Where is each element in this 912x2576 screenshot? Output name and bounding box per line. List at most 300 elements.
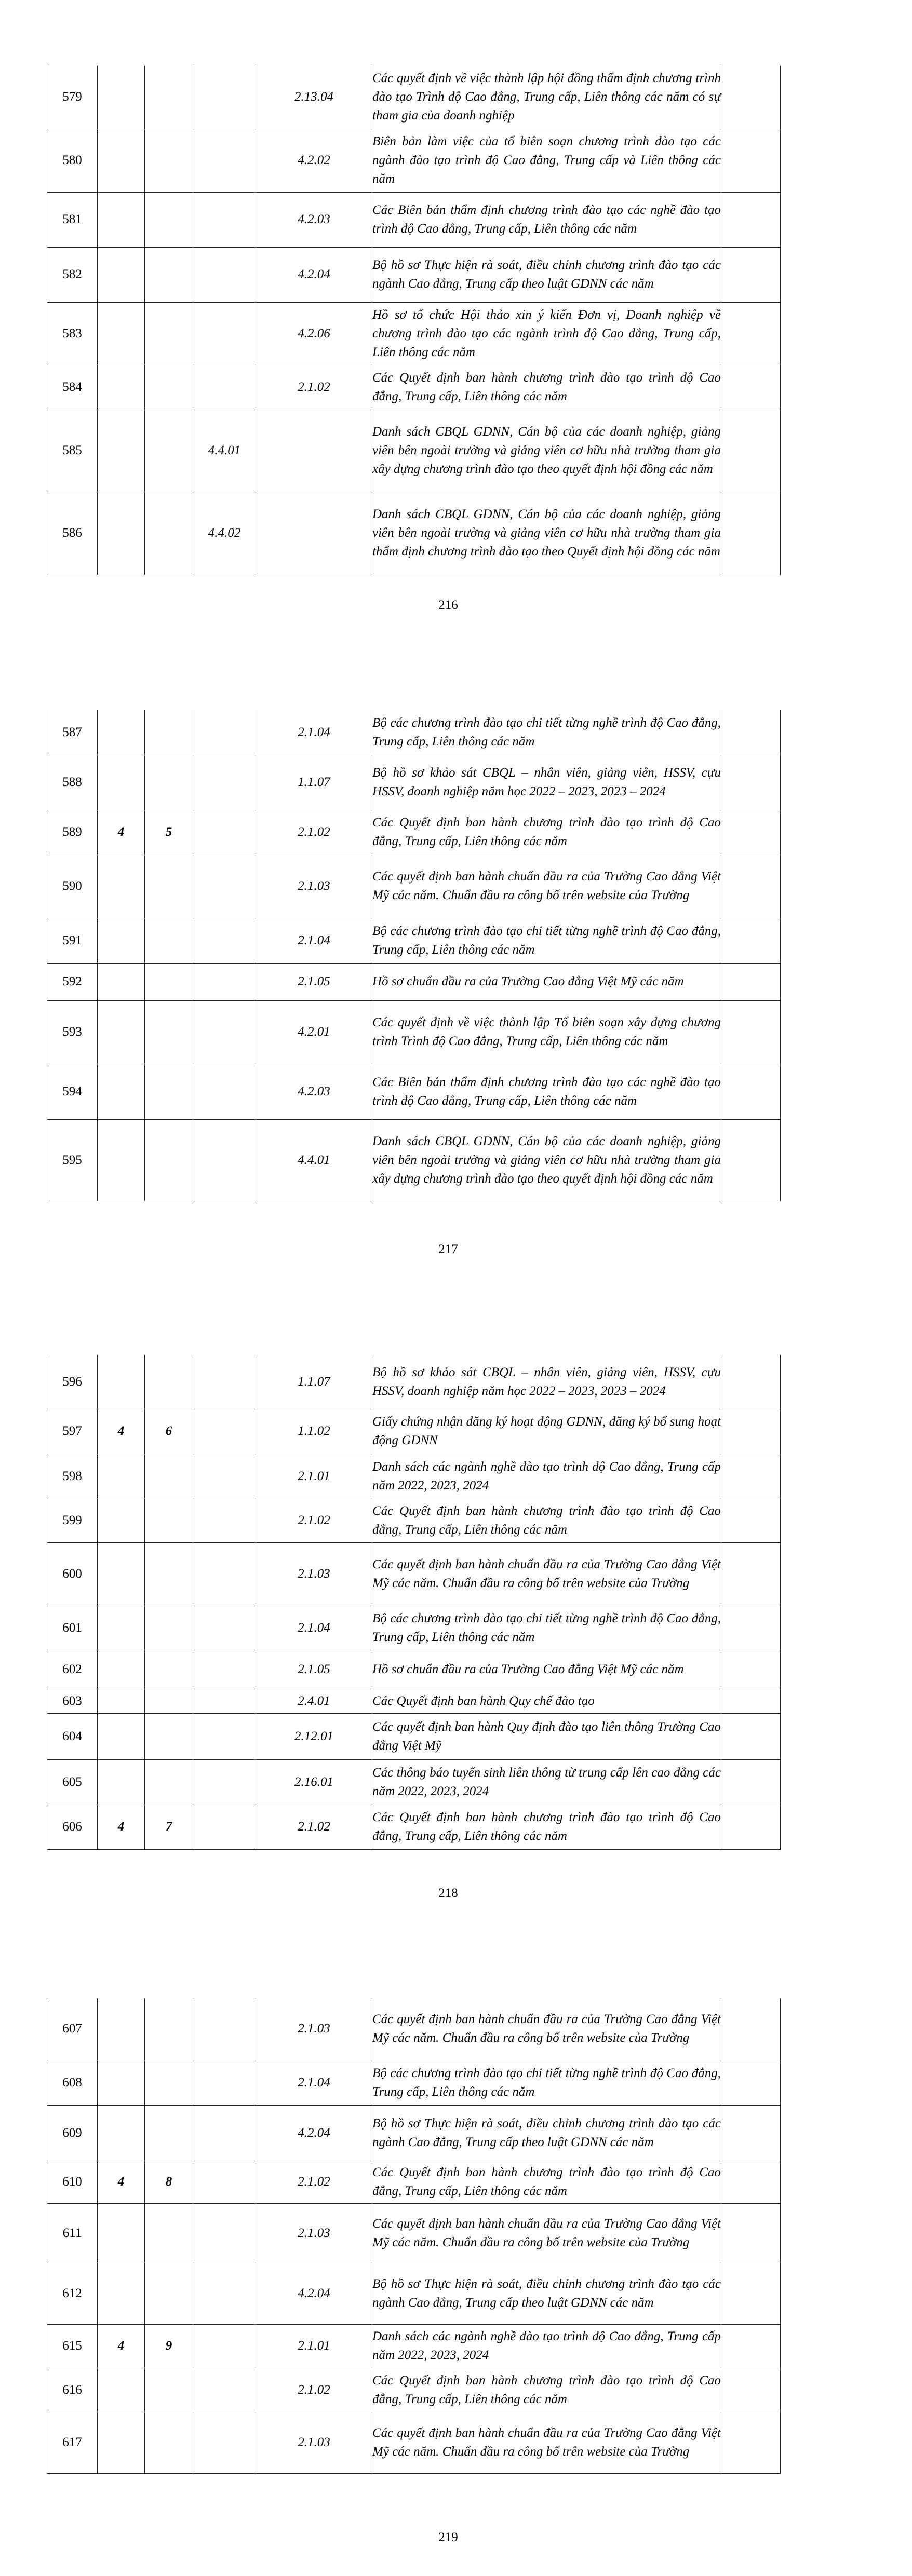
row-number-cell: 605 [47, 1759, 98, 1805]
evidence-description-cell: Danh sách các ngành nghề đào tạo trình độ Cao đẳng, Trung cấp năm 2022, 2023, 2024 [372, 2324, 721, 2368]
evidence-table [47, 1355, 781, 1850]
table-row [47, 192, 781, 247]
sub-code-cell [193, 1606, 256, 1650]
standard-cell [145, 755, 193, 810]
table-row [47, 2105, 781, 2161]
table-row [47, 1454, 781, 1499]
sub-code-cell [193, 1689, 256, 1713]
row-number-cell: 616 [47, 2368, 98, 2412]
table-row [47, 710, 781, 755]
table-row [47, 2161, 781, 2203]
criterion-cell [98, 1650, 145, 1689]
row-number-cell: 615 [47, 2324, 98, 2368]
table-row [47, 1542, 781, 1606]
criterion-cell: 4 [98, 2324, 145, 2368]
evidence-description-cell: Các Quyết định ban hành chương trình đào tạo trình độ Cao đẳng, Trung cấp, Liên thông các năm [372, 1805, 721, 1849]
evidence-code-cell: 4.2.04 [256, 247, 372, 302]
row-number-cell: 597 [47, 1409, 98, 1454]
note-cell [721, 1650, 781, 1689]
evidence-description-cell: Các Quyết định ban hành chương trình đào tạo trình độ Cao đẳng, Trung cấp, Liên thông các năm [372, 1499, 721, 1542]
note-cell [721, 1759, 781, 1805]
sub-code-cell [193, 2368, 256, 2412]
evidence-description-cell: Các Biên bản thẩm định chương trình đào tạo các nghề đào tạo trình độ Cao đẳng, Trung cấp, Liên thông các năm [372, 192, 721, 247]
evidence-description-cell: Các quyết định về việc thành lập hội đồng thẩm định chương trình đào tạo Trình độ Cao đẳng, Trung cấp, Liên thông các năm có sự tham gia của doanh nghiệp [372, 66, 721, 129]
sub-code-cell [193, 1119, 256, 1201]
evidence-description-cell: Các Quyết định ban hành chương trình đào tạo trình độ Cao đẳng, Trung cấp, Liên thông các năm [372, 2161, 721, 2203]
evidence-description-cell: Danh sách CBQL GDNN, Cán bộ của các doanh nghiệp, giảng viên bên ngoài trường và giảng viên cơ hữu nhà trường tham gia thẩm định chương trình đào tạo theo Quyết định hội đồng các năm [372, 492, 721, 575]
evidence-description-cell: Danh sách các ngành nghề đào tạo trình độ Cao đẳng, Trung cấp năm 2022, 2023, 2024 [372, 1454, 721, 1499]
standard-cell [145, 410, 193, 492]
sub-code-cell [193, 2412, 256, 2473]
criterion-cell [98, 1542, 145, 1606]
evidence-code-cell: 4.2.01 [256, 1000, 372, 1064]
evidence-code-cell: 2.12.01 [256, 1713, 372, 1759]
evidence-code-cell: 2.1.04 [256, 2060, 372, 2105]
standard-cell [145, 2263, 193, 2324]
evidence-code-cell: 2.1.02 [256, 2161, 372, 2203]
table-row [47, 1713, 781, 1759]
table-row [47, 1759, 781, 1805]
criterion-cell [98, 1689, 145, 1713]
criterion-cell [98, 1454, 145, 1499]
standard-cell: 6 [145, 1409, 193, 1454]
evidence-code-cell: 2.1.04 [256, 710, 372, 755]
note-cell [721, 755, 781, 810]
row-number-cell: 603 [47, 1689, 98, 1713]
sub-code-cell [193, 755, 256, 810]
sub-code-cell [193, 1499, 256, 1542]
page-number: 219 [438, 2530, 458, 2544]
criterion-cell [98, 2060, 145, 2105]
note-cell [721, 810, 781, 855]
criterion-cell [98, 2105, 145, 2161]
criterion-cell [98, 1000, 145, 1064]
sub-code-cell [193, 2324, 256, 2368]
evidence-description-cell: Danh sách CBQL GDNN, Cán bộ của các doanh nghiệp, giảng viên bên ngoài trường và giảng viên cơ hữu nhà trường tham gia xây dựng chương trình đào tạo theo quyết định hội đồng các năm [372, 1119, 721, 1201]
criterion-cell [98, 192, 145, 247]
criterion-cell [98, 1119, 145, 1201]
table-row [47, 247, 781, 302]
criterion-cell [98, 2263, 145, 2324]
standard-cell [145, 1119, 193, 1201]
row-number-cell: 604 [47, 1713, 98, 1759]
table-row [47, 2368, 781, 2412]
evidence-code-cell: 2.1.03 [256, 2412, 372, 2473]
criterion-cell [98, 1064, 145, 1119]
standard-cell [145, 1542, 193, 1606]
evidence-code-cell: 1.1.07 [256, 755, 372, 810]
criterion-cell: 4 [98, 1805, 145, 1849]
criterion-cell [98, 963, 145, 1000]
note-cell [721, 129, 781, 192]
evidence-description-cell: Các quyết định ban hành chuẩn đầu ra của Trường Cao đẳng Việt Mỹ các năm. Chuẩn đầu ra công bố trên website của Trường [372, 1542, 721, 1606]
criterion-cell [98, 2203, 145, 2263]
note-cell [721, 410, 781, 492]
standard-cell [145, 302, 193, 365]
sub-code-cell [193, 918, 256, 963]
criterion-cell [98, 492, 145, 575]
table-row [47, 1650, 781, 1689]
evidence-code-cell: 2.1.03 [256, 2203, 372, 2263]
evidence-description-cell: Bộ hồ sơ Thực hiện rà soát, điều chỉnh chương trình đào tạo các ngành Cao đẳng, Trung cấp theo luật GDNN các năm [372, 2263, 721, 2324]
standard-cell [145, 1454, 193, 1499]
evidence-code-cell: 1.1.02 [256, 1409, 372, 1454]
note-cell [721, 2105, 781, 2161]
note-cell [721, 492, 781, 575]
evidence-description-cell: Danh sách CBQL GDNN, Cán bộ của các doanh nghiệp, giảng viên bên ngoài trường và giảng viên cơ hữu nhà trường tham gia xây dựng chương trình đào tạo theo quyết định hội đồng các năm [372, 410, 721, 492]
sub-code-cell [193, 2105, 256, 2161]
standard-cell [145, 2060, 193, 2105]
evidence-code-cell: 2.1.02 [256, 1499, 372, 1542]
sub-code-cell: 4.4.01 [193, 410, 256, 492]
row-number-cell: 594 [47, 1064, 98, 1119]
table-row [47, 2203, 781, 2263]
criterion-cell [98, 1355, 145, 1409]
evidence-code-cell: 2.1.04 [256, 918, 372, 963]
row-number-cell: 602 [47, 1650, 98, 1689]
sub-code-cell [193, 810, 256, 855]
sub-code-cell [193, 1409, 256, 1454]
criterion-cell [98, 302, 145, 365]
criterion-cell [98, 855, 145, 918]
sub-code-cell [193, 1542, 256, 1606]
evidence-code-cell: 4.2.02 [256, 129, 372, 192]
note-cell [721, 1355, 781, 1409]
sub-code-cell [193, 2263, 256, 2324]
page-number: 218 [438, 1886, 458, 1900]
table-row [47, 855, 781, 918]
note-cell [721, 1713, 781, 1759]
note-cell [721, 365, 781, 410]
evidence-description-cell: Các quyết định ban hành chuẩn đầu ra của Trường Cao đẳng Việt Mỹ các năm. Chuẩn đầu ra công bố trên website của Trường [372, 2412, 721, 2473]
note-cell [721, 2203, 781, 2263]
table-row [47, 2060, 781, 2105]
row-number-cell: 612 [47, 2263, 98, 2324]
evidence-description-cell: Bộ hồ sơ khảo sát CBQL – nhân viên, giảng viên, HSSV, cựu HSSV, doanh nghiệp năm học 2022 – 2023, 2023 – 2024 [372, 1355, 721, 1409]
evidence-description-cell: Các Biên bản thẩm định chương trình đào tạo các nghề đào tạo trình độ Cao đẳng, Trung cấp, Liên thông các năm [372, 1064, 721, 1119]
standard-cell [145, 1689, 193, 1713]
evidence-description-cell: Các Quyết định ban hành Quy chế đào tạo [372, 1689, 721, 1713]
note-cell [721, 2161, 781, 2203]
evidence-code-cell: 2.1.03 [256, 1542, 372, 1606]
evidence-code-cell: 2.1.05 [256, 963, 372, 1000]
evidence-code-cell: 2.1.03 [256, 855, 372, 918]
table-row [47, 810, 781, 855]
standard-cell [145, 492, 193, 575]
sub-code-cell [193, 855, 256, 918]
sub-code-cell [193, 710, 256, 755]
table-row [47, 129, 781, 192]
evidence-code-cell: 2.1.04 [256, 1606, 372, 1650]
evidence-code-cell: 1.1.07 [256, 1355, 372, 1409]
standard-cell [145, 1650, 193, 1689]
note-cell [721, 855, 781, 918]
standard-cell [145, 1064, 193, 1119]
evidence-code-cell: 4.2.03 [256, 192, 372, 247]
sub-code-cell [193, 192, 256, 247]
note-cell [721, 1998, 781, 2060]
note-cell [721, 710, 781, 755]
row-number-cell: 601 [47, 1606, 98, 1650]
criterion-cell [98, 365, 145, 410]
standard-cell [145, 710, 193, 755]
standard-cell [145, 1759, 193, 1805]
note-cell [721, 2412, 781, 2473]
evidence-description-cell: Bộ các chương trình đào tạo chi tiết từng nghề trình độ Cao đẳng, Trung cấp, Liên thông các năm [372, 918, 721, 963]
evidence-description-cell: Các quyết định ban hành chuẩn đầu ra của Trường Cao đẳng Việt Mỹ các năm. Chuẩn đầu ra công bố trên website của Trường [372, 1998, 721, 2060]
note-cell [721, 1000, 781, 1064]
standard-cell [145, 365, 193, 410]
table-row [47, 755, 781, 810]
row-number-cell: 586 [47, 492, 98, 575]
evidence-code-cell: 2.16.01 [256, 1759, 372, 1805]
sub-code-cell [193, 2060, 256, 2105]
note-cell [721, 192, 781, 247]
note-cell [721, 2324, 781, 2368]
criterion-cell [98, 1998, 145, 2060]
sub-code-cell [193, 1454, 256, 1499]
row-number-cell: 579 [47, 66, 98, 129]
standard-cell [145, 1000, 193, 1064]
row-number-cell: 609 [47, 2105, 98, 2161]
standard-cell [145, 1713, 193, 1759]
sub-code-cell [193, 302, 256, 365]
evidence-code-cell: 4.2.03 [256, 1064, 372, 1119]
note-cell [721, 1805, 781, 1849]
standard-cell: 7 [145, 1805, 193, 1849]
note-cell [721, 2060, 781, 2105]
table-row [47, 2324, 781, 2368]
table-row [47, 963, 781, 1000]
criterion-cell [98, 129, 145, 192]
criterion-cell: 4 [98, 1409, 145, 1454]
table-row [47, 1355, 781, 1409]
standard-cell [145, 1499, 193, 1542]
table-row [47, 1119, 781, 1201]
sub-code-cell [193, 365, 256, 410]
evidence-code-cell: 2.4.01 [256, 1689, 372, 1713]
note-cell [721, 66, 781, 129]
evidence-description-cell: Hồ sơ chuẩn đầu ra của Trường Cao đẳng Việt Mỹ các năm [372, 1650, 721, 1689]
sub-code-cell [193, 1759, 256, 1805]
evidence-code-cell: 4.4.01 [256, 1119, 372, 1201]
row-number-cell: 606 [47, 1805, 98, 1849]
sub-code-cell [193, 1998, 256, 2060]
note-cell [721, 1454, 781, 1499]
evidence-code-cell: 2.1.01 [256, 2324, 372, 2368]
standard-cell [145, 1998, 193, 2060]
row-number-cell: 608 [47, 2060, 98, 2105]
table-row [47, 1805, 781, 1849]
evidence-description-cell: Bộ hồ sơ Thực hiện rà soát, điều chỉnh chương trình đào tạo các ngành Cao đẳng, Trung cấp theo luật GDNN các năm [372, 247, 721, 302]
evidence-code-cell: 2.1.02 [256, 2368, 372, 2412]
sub-code-cell [193, 1064, 256, 1119]
evidence-table [47, 66, 781, 575]
criterion-cell [98, 1606, 145, 1650]
note-cell [721, 1606, 781, 1650]
evidence-code-cell: 2.1.02 [256, 365, 372, 410]
table-row [47, 302, 781, 365]
table-row [47, 1606, 781, 1650]
standard-cell [145, 2105, 193, 2161]
row-number-cell: 595 [47, 1119, 98, 1201]
note-cell [721, 2368, 781, 2412]
sub-code-cell [193, 1805, 256, 1849]
evidence-description-cell: Bộ các chương trình đào tạo chi tiết từng nghề trình độ Cao đẳng, Trung cấp, Liên thông các năm [372, 710, 721, 755]
criterion-cell [98, 1759, 145, 1805]
row-number-cell: 580 [47, 129, 98, 192]
evidence-code-cell: 2.1.05 [256, 1650, 372, 1689]
row-number-cell: 617 [47, 2412, 98, 2473]
criterion-cell [98, 247, 145, 302]
note-cell [721, 1409, 781, 1454]
evidence-description-cell: Các quyết định ban hành chuẩn đầu ra của Trường Cao đẳng Việt Mỹ các năm. Chuẩn đầu ra công bố trên website của Trường [372, 2203, 721, 2263]
row-number-cell: 590 [47, 855, 98, 918]
standard-cell [145, 192, 193, 247]
standard-cell [145, 1606, 193, 1650]
row-number-cell: 610 [47, 2161, 98, 2203]
table-row [47, 1000, 781, 1064]
criterion-cell [98, 1713, 145, 1759]
table-row [47, 66, 781, 129]
standard-cell [145, 918, 193, 963]
row-number-cell: 593 [47, 1000, 98, 1064]
evidence-description-cell: Các Quyết định ban hành chương trình đào tạo trình độ Cao đẳng, Trung cấp, Liên thông các năm [372, 365, 721, 410]
sub-code-cell [193, 1355, 256, 1409]
standard-cell [145, 2368, 193, 2412]
standard-cell [145, 66, 193, 129]
evidence-description-cell: Bộ các chương trình đào tạo chi tiết từng nghề trình độ Cao đẳng, Trung cấp, Liên thông các năm [372, 2060, 721, 2105]
sub-code-cell: 4.4.02 [193, 492, 256, 575]
row-number-cell: 588 [47, 755, 98, 810]
criterion-cell [98, 755, 145, 810]
row-number-cell: 584 [47, 365, 98, 410]
evidence-description-cell: Các quyết định về việc thành lập Tổ biên soạn xây dựng chương trình Trình độ Cao đẳng, Trung cấp, Liên thông các năm [372, 1000, 721, 1064]
table-row [47, 1998, 781, 2060]
note-cell [721, 918, 781, 963]
page-number: 217 [438, 1242, 458, 1256]
row-number-cell: 596 [47, 1355, 98, 1409]
evidence-description-cell: Bộ hồ sơ Thực hiện rà soát, điều chỉnh chương trình đào tạo các ngành Cao đẳng, Trung cấp theo luật GDNN các năm [372, 2105, 721, 2161]
evidence-description-cell: Các thông báo tuyển sinh liên thông từ trung cấp lên cao đẳng các năm 2022, 2023, 2024 [372, 1759, 721, 1805]
standard-cell [145, 247, 193, 302]
evidence-code-cell: 2.1.02 [256, 810, 372, 855]
sub-code-cell [193, 2203, 256, 2263]
criterion-cell [98, 710, 145, 755]
row-number-cell: 592 [47, 963, 98, 1000]
row-number-cell: 591 [47, 918, 98, 963]
sub-code-cell [193, 1713, 256, 1759]
evidence-description-cell: Giấy chứng nhận đăng ký hoạt động GDNN, đăng ký bổ sung hoạt động GDNN [372, 1409, 721, 1454]
criterion-cell [98, 410, 145, 492]
evidence-description-cell: Bộ các chương trình đào tạo chi tiết từng nghề trình độ Cao đẳng, Trung cấp, Liên thông các năm [372, 1606, 721, 1650]
sub-code-cell [193, 1650, 256, 1689]
criterion-cell: 4 [98, 810, 145, 855]
evidence-description-cell: Bộ hồ sơ khảo sát CBQL – nhân viên, giảng viên, HSSV, cựu HSSV, doanh nghiệp năm học 2022 – 2023, 2023 – 2024 [372, 755, 721, 810]
evidence-description-cell: Hồ sơ tổ chức Hội thảo xin ý kiến Đơn vị, Doanh nghiệp về chương trình đào tạo các ngành trình độ Cao đẳng, Trung cấp, Liên thông các năm [372, 302, 721, 365]
sub-code-cell [193, 1000, 256, 1064]
table-row [47, 2263, 781, 2324]
note-cell [721, 1064, 781, 1119]
evidence-description-cell: Các Quyết định ban hành chương trình đào tạo trình độ Cao đẳng, Trung cấp, Liên thông các năm [372, 810, 721, 855]
criterion-cell [98, 1499, 145, 1542]
criterion-cell [98, 918, 145, 963]
table-row [47, 2412, 781, 2473]
standard-cell [145, 1355, 193, 1409]
evidence-code-cell: 2.1.01 [256, 1454, 372, 1499]
note-cell [721, 1119, 781, 1201]
row-number-cell: 589 [47, 810, 98, 855]
row-number-cell: 582 [47, 247, 98, 302]
row-number-cell: 583 [47, 302, 98, 365]
standard-cell: 9 [145, 2324, 193, 2368]
evidence-code-cell [256, 492, 372, 575]
evidence-table [47, 710, 781, 1201]
table-row [47, 365, 781, 410]
standard-cell [145, 2412, 193, 2473]
criterion-cell [98, 66, 145, 129]
table-row [47, 1064, 781, 1119]
standard-cell [145, 855, 193, 918]
criterion-cell: 4 [98, 2161, 145, 2203]
sub-code-cell [193, 129, 256, 192]
note-cell [721, 302, 781, 365]
evidence-code-cell: 4.2.04 [256, 2105, 372, 2161]
note-cell [721, 247, 781, 302]
sub-code-cell [193, 66, 256, 129]
row-number-cell: 607 [47, 1998, 98, 2060]
evidence-code-cell: 4.2.04 [256, 2263, 372, 2324]
row-number-cell: 585 [47, 410, 98, 492]
evidence-code-cell: 2.1.02 [256, 1805, 372, 1849]
table-row [47, 1499, 781, 1542]
evidence-description-cell: Hồ sơ chuẩn đầu ra của Trường Cao đẳng Việt Mỹ các năm [372, 963, 721, 1000]
standard-cell [145, 129, 193, 192]
row-number-cell: 581 [47, 192, 98, 247]
row-number-cell: 598 [47, 1454, 98, 1499]
note-cell [721, 1542, 781, 1606]
standard-cell [145, 2203, 193, 2263]
evidence-description-cell: Các Quyết định ban hành chương trình đào tạo trình độ Cao đẳng, Trung cấp, Liên thông các năm [372, 2368, 721, 2412]
evidence-description-cell: Các quyết định ban hành Quy định đào tạo liên thông Trường Cao đẳng Việt Mỹ [372, 1713, 721, 1759]
criterion-cell [98, 2368, 145, 2412]
table-row [47, 1409, 781, 1454]
sub-code-cell [193, 247, 256, 302]
evidence-code-cell: 2.1.03 [256, 1998, 372, 2060]
table-row [47, 492, 781, 575]
note-cell [721, 1499, 781, 1542]
row-number-cell: 599 [47, 1499, 98, 1542]
criterion-cell [98, 2412, 145, 2473]
sub-code-cell [193, 2161, 256, 2203]
page-number: 216 [438, 598, 458, 612]
row-number-cell: 600 [47, 1542, 98, 1606]
evidence-description-cell: Các quyết định ban hành chuẩn đầu ra của Trường Cao đẳng Việt Mỹ các năm. Chuẩn đầu ra công bố trên website của Trường [372, 855, 721, 918]
standard-cell: 5 [145, 810, 193, 855]
note-cell [721, 963, 781, 1000]
evidence-description-cell: Biên bản làm việc của tổ biên soạn chương trình đào tạo các ngành đào tạo trình độ Cao đẳng, Trung cấp và Liên thông các năm [372, 129, 721, 192]
sub-code-cell [193, 963, 256, 1000]
note-cell [721, 2263, 781, 2324]
evidence-code-cell [256, 410, 372, 492]
evidence-code-cell: 2.13.04 [256, 66, 372, 129]
evidence-code-cell: 4.2.06 [256, 302, 372, 365]
table-row [47, 918, 781, 963]
table-row [47, 1689, 781, 1713]
standard-cell: 8 [145, 2161, 193, 2203]
evidence-table [47, 1998, 781, 2474]
table-row [47, 410, 781, 492]
